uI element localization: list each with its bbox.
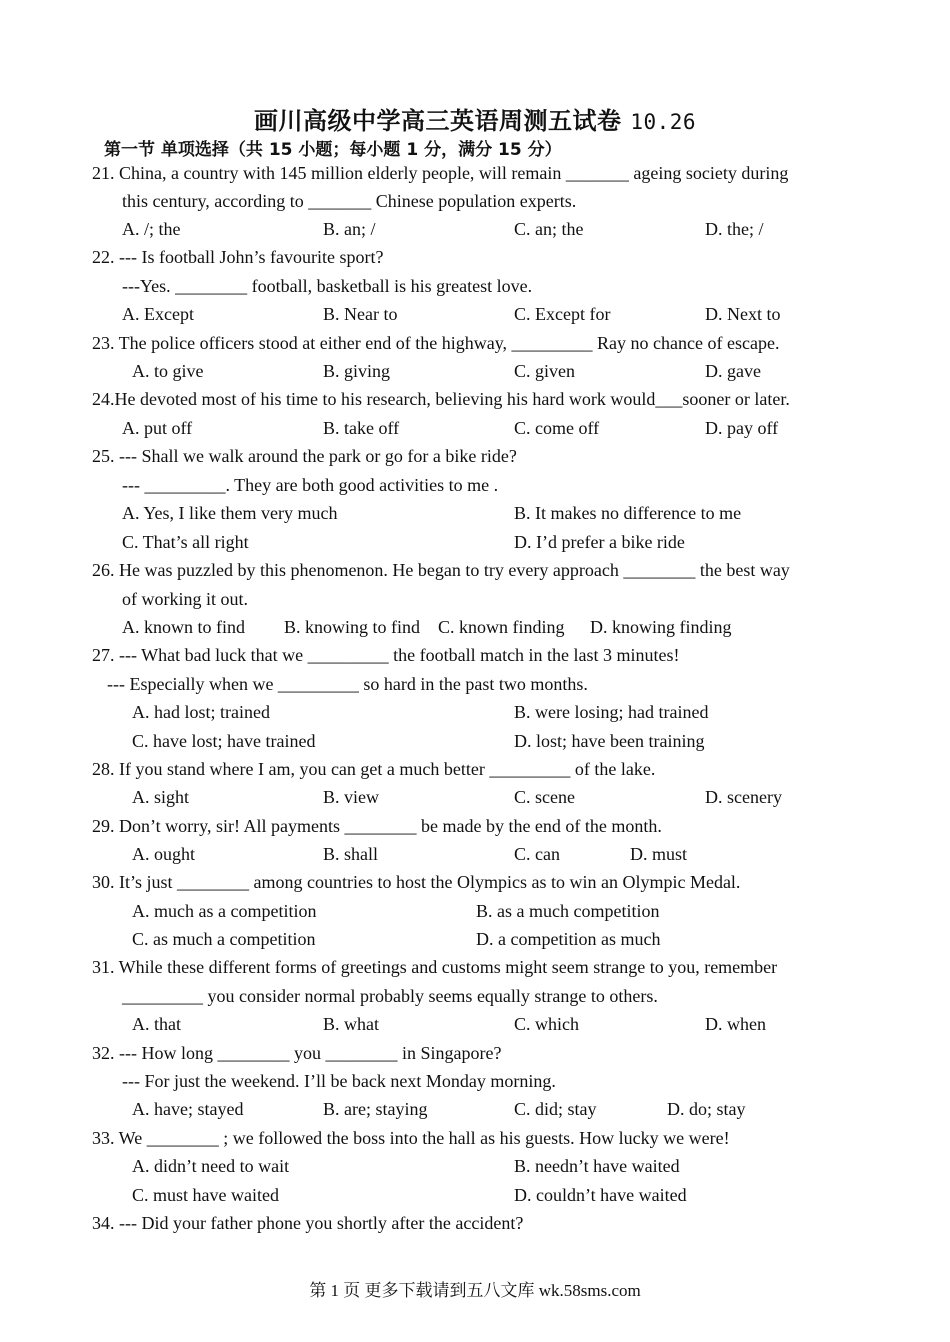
question-28-line-1: 28. If you stand where I am, you can get a much better _________ of the lake. bbox=[92, 759, 656, 779]
question-21-option-d: D. the; / bbox=[705, 219, 764, 239]
question-26-option-b: B. knowing to find bbox=[284, 617, 421, 637]
question-31-option-b: B. what bbox=[323, 1014, 379, 1034]
question-25-line-1: 25. --- Shall we walk around the park or go for a bike ride? bbox=[92, 446, 517, 466]
question-24-option-c: C. come off bbox=[514, 418, 600, 438]
question-23-line-1: 23. The police officers stood at either end of the highway, _________ Ray no chance of escape. bbox=[92, 333, 780, 353]
question-30-line-1: 30. It’s just ________ among countries to host the Olympics as to win an Olympic Medal. bbox=[92, 872, 741, 892]
question-23-option-b: B. giving bbox=[323, 361, 391, 381]
question-23-option-a: A. to give bbox=[132, 361, 204, 381]
question-33-option-d: D. couldn’t have waited bbox=[514, 1185, 687, 1205]
question-34-line-1: 34. --- Did your father phone you shortly after the accident? bbox=[92, 1213, 524, 1233]
question-31-option-a: A. that bbox=[132, 1014, 181, 1034]
question-31-line-1: 31. While these different forms of greetings and customs might seem strange to you, remember bbox=[92, 957, 778, 977]
question-24-option-b: B. take off bbox=[323, 418, 400, 438]
question-28-option-c: C. scene bbox=[514, 787, 575, 807]
question-21-line-1: 21. China, a country with 145 million elderly people, will remain _______ ageing society during bbox=[92, 163, 789, 183]
question-21-option-c: C. an; the bbox=[514, 219, 584, 239]
question-22-option-d: D. Next to bbox=[705, 304, 781, 324]
question-30-option-c: C. as much a competition bbox=[132, 929, 316, 949]
exam-title bbox=[0, 101, 950, 136]
question-28-option-b: B. view bbox=[323, 787, 379, 807]
exam-date: 10.26 bbox=[630, 110, 697, 134]
question-24-option-a: A. put off bbox=[122, 418, 193, 438]
question-24-option-d: D. pay off bbox=[705, 418, 779, 438]
exam-title-text: 画川高级中学高三英语周测五试卷 bbox=[253, 107, 622, 135]
question-32-option-c: C. did; stay bbox=[514, 1099, 597, 1119]
question-29-option-c: C. can bbox=[514, 844, 560, 864]
question-33-option-c: C. must have waited bbox=[132, 1185, 279, 1205]
question-24-line-1: 24.He devoted most of his time to his research, believing his hard work would___sooner or later. bbox=[92, 389, 790, 409]
question-33-line-1: 33. We ________ ; we followed the boss into the hall as his guests. How lucky we were! bbox=[92, 1128, 730, 1148]
question-33-option-b: B. needn’t have waited bbox=[514, 1156, 680, 1176]
question-21-option-b: B. an; / bbox=[323, 219, 376, 239]
question-21-option-a: A. /; the bbox=[122, 219, 181, 239]
question-30-option-a: A. much as a competition bbox=[132, 901, 317, 921]
question-25-option-a: A. Yes, I like them very much bbox=[122, 503, 338, 523]
question-29-option-b: B. shall bbox=[323, 844, 379, 864]
question-26-line-2: of working it out. bbox=[122, 589, 248, 609]
question-26-option-c: C. known finding bbox=[438, 617, 565, 637]
question-28-option-a: A. sight bbox=[132, 787, 190, 807]
question-23-option-c: C. given bbox=[514, 361, 575, 381]
question-27-option-c: C. have lost; have trained bbox=[132, 731, 316, 751]
question-32-line-2: --- For just the weekend. I’ll be back next Monday morning. bbox=[122, 1071, 556, 1091]
question-22-option-a: A. Except bbox=[122, 304, 194, 324]
question-30-option-d: D. a competition as much bbox=[476, 929, 661, 949]
question-27-line-2: --- Especially when we _________ so hard in the past two months. bbox=[107, 674, 588, 694]
question-27-option-d: D. lost; have been training bbox=[514, 731, 705, 751]
question-31-option-c: C. which bbox=[514, 1014, 579, 1034]
question-25-option-d: D. I’d prefer a bike ride bbox=[514, 532, 685, 552]
question-29-option-a: A. ought bbox=[132, 844, 195, 864]
question-21-line-2: this century, according to _______ Chinese population experts. bbox=[122, 191, 577, 211]
question-29-line-1: 29. Don’t worry, sir! All payments ________ be made by the end of the month. bbox=[92, 816, 662, 836]
question-32-option-b: B. are; staying bbox=[323, 1099, 428, 1119]
question-31-line-2: _________ you consider normal probably seems equally strange to others. bbox=[122, 986, 658, 1006]
question-28-option-d: D. scenery bbox=[705, 787, 782, 807]
question-32-line-1: 32. --- How long ________ you ________ in Singapore? bbox=[92, 1043, 502, 1063]
question-27-option-b: B. were losing; had trained bbox=[514, 702, 709, 722]
question-22-option-c: C. Except for bbox=[514, 304, 611, 324]
question-32-option-d: D. do; stay bbox=[667, 1099, 746, 1119]
question-31-option-d: D. when bbox=[705, 1014, 766, 1034]
question-27-option-a: A. had lost; trained bbox=[132, 702, 270, 722]
question-33-option-a: A. didn’t need to wait bbox=[132, 1156, 290, 1176]
question-26-line-1: 26. He was puzzled by this phenomenon. He began to try every approach ________ the best way bbox=[92, 560, 790, 580]
question-22-option-b: B. Near to bbox=[323, 304, 398, 324]
question-32-option-a: A. have; stayed bbox=[132, 1099, 244, 1119]
question-26-option-a: A. known to find bbox=[122, 617, 245, 637]
question-23-option-d: D. gave bbox=[705, 361, 761, 381]
question-25-option-c: C. That’s all right bbox=[122, 532, 249, 552]
question-30-option-b: B. as a much competition bbox=[476, 901, 660, 921]
question-26-option-d: D. knowing finding bbox=[590, 617, 732, 637]
section-heading: 第一节 单项选择（共 15 小题；每小题 1 分，满分 15 分） bbox=[104, 140, 562, 160]
question-27-line-1: 27. --- What bad luck that we _________ the football match in the last 3 minutes! bbox=[92, 645, 680, 665]
page-footer: 第 1 页 更多下载请到五八文库 wk.58sms.com bbox=[309, 1281, 641, 1300]
question-22-line-1: 22. --- Is football John’s favourite sport? bbox=[92, 247, 384, 267]
question-25-line-2: --- _________. They are both good activities to me . bbox=[122, 475, 499, 495]
question-25-option-b: B. It makes no difference to me bbox=[514, 503, 742, 523]
question-22-line-2: ---Yes. ________ football, basketball is his greatest love. bbox=[122, 276, 533, 296]
question-29-option-d: D. must bbox=[630, 844, 688, 864]
